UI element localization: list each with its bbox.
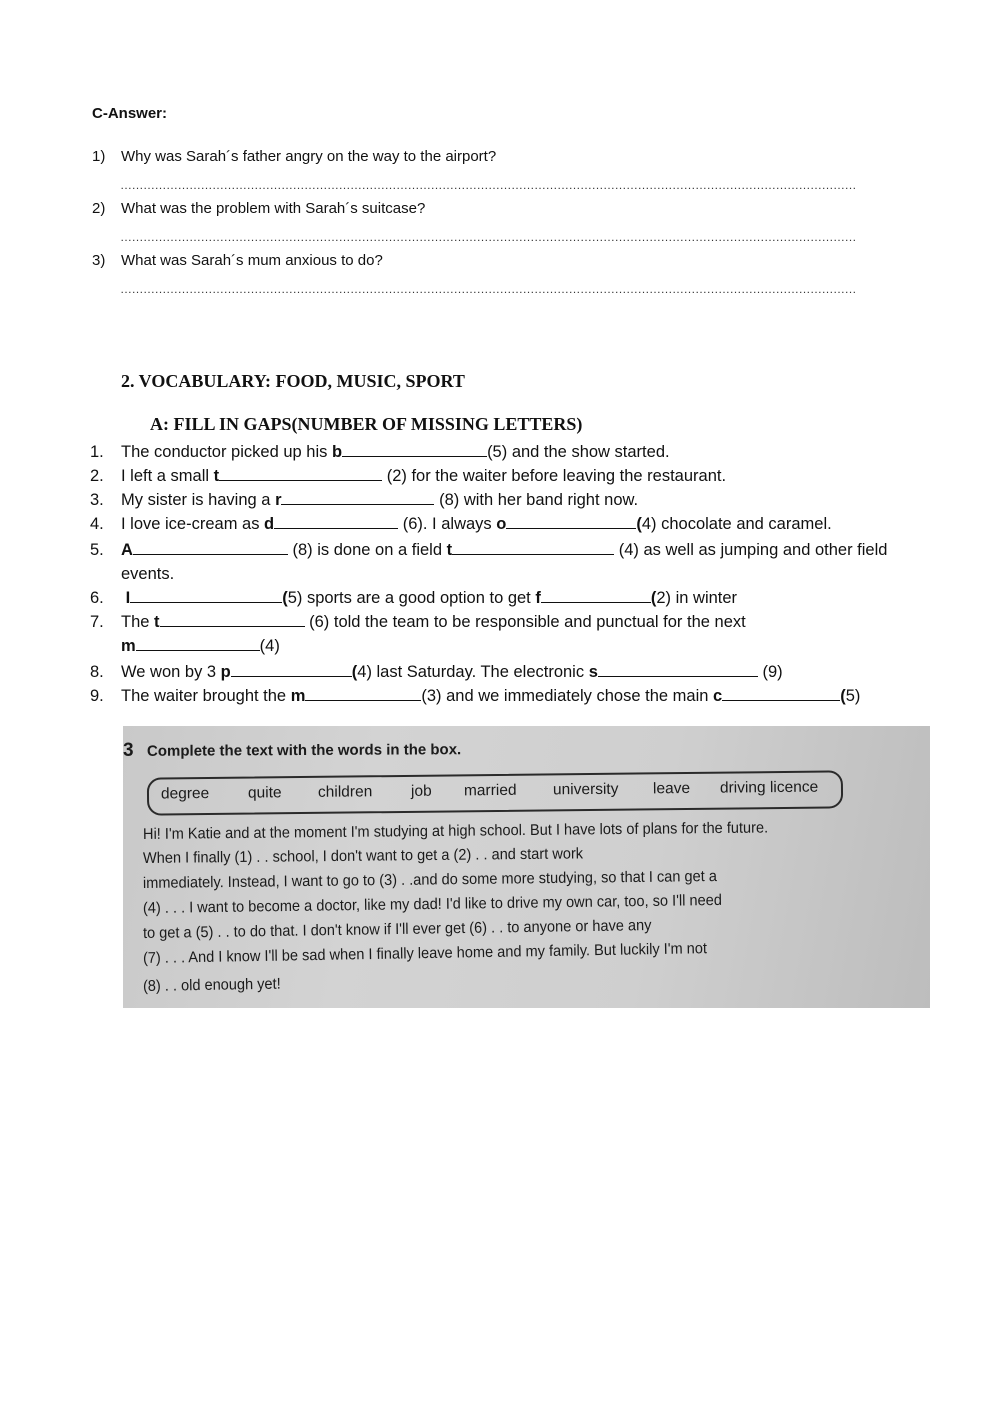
question-number: 3) <box>92 252 106 269</box>
item-number: 9. <box>90 687 104 705</box>
section-c-title: C-Answer: <box>92 105 168 122</box>
item-number: 2. <box>90 467 104 485</box>
passage-line-7: (8) . . old enough yet! <box>142 975 281 995</box>
gap-item-4 <box>90 512 832 536</box>
word-box <box>147 770 843 815</box>
gap-blank[interactable] <box>598 660 758 677</box>
gap-item-7 <box>90 610 746 634</box>
passage-line-2: When I finally (1) . . school, I don't want to get a (2) . . and start work <box>142 845 584 867</box>
exercise-title: Complete the text with the words in the box. <box>146 741 462 760</box>
item-text: (4) <box>259 637 280 655</box>
gap-item-5 <box>90 538 887 562</box>
item-text: (4) as well as jumping and other field <box>614 541 888 559</box>
first-letter: m <box>290 687 306 705</box>
answer-line-1[interactable]: ………………………………………………………………………………………………………………………………………………………………………… <box>120 178 856 192</box>
question-text: What was the problem with Sarah´s suitcase? <box>121 200 426 217</box>
gap-blank[interactable] <box>722 684 840 701</box>
vocabulary-heading: 2. VOCABULARY: FOOD, MUSIC, SPORT <box>121 371 465 391</box>
gap-item-3 <box>90 488 638 512</box>
item-number: 3. <box>90 491 104 509</box>
item-text: The waiter brought the <box>121 687 291 705</box>
gap-blank[interactable] <box>342 440 487 457</box>
question-number: 2) <box>92 200 106 217</box>
item-text: 4) chocolate and caramel. <box>641 515 832 533</box>
gap-blank[interactable] <box>133 538 288 555</box>
item-text: 5) <box>845 687 861 705</box>
gap-blank[interactable] <box>274 512 398 529</box>
first-letter: r <box>275 491 282 509</box>
gap-blank[interactable] <box>136 634 260 651</box>
fill-gaps-subheading: A: FILL IN GAPS(NUMBER OF MISSING LETTERS) <box>150 414 583 434</box>
answer-line-3[interactable]: ………………………………………………………………………………………………………………………………………………………………………… <box>120 282 856 296</box>
gap-item-2 <box>90 464 726 488</box>
first-letter: c <box>713 687 723 705</box>
question-1 <box>92 148 496 165</box>
item-text: We won by 3 <box>121 663 221 681</box>
exercise-number: 3 <box>123 740 134 761</box>
gap-blank[interactable] <box>219 464 382 481</box>
word-box-item: job <box>410 782 432 800</box>
item-text: (2) for the waiter before leaving the restaurant. <box>382 467 727 485</box>
first-letter: b <box>331 443 343 461</box>
gap-blank[interactable] <box>506 512 636 529</box>
item-text: (6) told the team to be responsible and punctual for the next <box>304 613 746 631</box>
gap-blank[interactable] <box>231 660 352 677</box>
passage-line-6: (7) . . . And I know I'll be sad when I finally leave home and my family. But luckily I'm not <box>142 940 708 967</box>
item-text: 2) in winter <box>656 589 738 607</box>
gap-item-7-continuation <box>121 634 280 658</box>
first-letter: d <box>264 515 275 533</box>
item-text: (6). I always <box>398 515 497 533</box>
word-box-item: quite <box>247 784 282 802</box>
item-text: The <box>121 613 155 631</box>
item-text: My sister is having a <box>121 491 276 509</box>
item-text: 5) sports are a good option to get <box>287 589 536 607</box>
first-letter: I <box>125 589 131 607</box>
first-letter: p <box>220 663 231 681</box>
item-text: (9) <box>757 663 783 681</box>
item-text: I left a small <box>121 467 214 485</box>
question-number: 1) <box>92 148 106 165</box>
first-letter: s <box>588 663 598 681</box>
word-box-item: married <box>463 781 517 800</box>
textbook-exercise-photo <box>123 726 930 1008</box>
gap-blank[interactable] <box>160 610 305 627</box>
item-text: (8) is done on a field <box>287 541 447 559</box>
question-3 <box>92 252 383 269</box>
gap-item-8 <box>90 660 783 684</box>
item-text: The conductor picked up his <box>121 443 332 461</box>
answer-line-2[interactable]: ………………………………………………………………………………………………………………………………………………………………………… <box>120 230 856 244</box>
bracket: ( <box>650 589 657 607</box>
first-letter: t <box>446 541 453 559</box>
passage-line-5: to get a (5) . . to do that. I don't know if I'll ever get (6) . . to anyone or have any <box>142 917 652 942</box>
gap-item-1 <box>90 440 670 464</box>
item-number: 6. <box>90 589 104 607</box>
first-letter: t <box>154 613 160 631</box>
first-letter: t <box>213 467 220 485</box>
item-number: 4. <box>90 515 104 533</box>
word-box-item: leave <box>652 779 691 798</box>
first-letter: o <box>496 515 507 533</box>
item-text: (5) and the show started. <box>487 443 670 461</box>
item-text: (3) and we immediately chose the main <box>421 687 713 705</box>
bracket: ( <box>351 663 358 681</box>
gap-blank[interactable] <box>305 684 421 701</box>
gap-item-5-continuation: events. <box>121 565 175 583</box>
item-number: 5. <box>90 541 104 559</box>
gap-blank[interactable] <box>281 488 434 505</box>
item-text: 4) last Saturday. The electronic <box>357 663 589 681</box>
word-box-item: university <box>552 780 619 799</box>
word-box-item: children <box>317 783 373 801</box>
gap-item-9 <box>90 684 860 708</box>
question-2 <box>92 200 425 217</box>
gap-blank[interactable] <box>130 586 282 603</box>
item-number: 7. <box>90 613 104 631</box>
bracket: ( <box>282 589 288 607</box>
first-letter: f <box>535 589 541 607</box>
item-number: 1. <box>90 443 104 461</box>
item-text: I love ice-cream as <box>121 515 265 533</box>
question-text: Why was Sarah´s father angry on the way to the airport? <box>121 148 497 165</box>
passage-line-3: immediately. Instead, I want to go to (3) . .and do some more studying, so that I can get a <box>142 867 717 892</box>
gap-item-6 <box>90 586 737 610</box>
item-text: (8) with her band right now. <box>434 491 639 509</box>
word-box-item: degree <box>160 784 210 803</box>
gap-blank[interactable] <box>541 586 651 603</box>
word-box-item: driving licence <box>719 778 819 797</box>
gap-blank[interactable] <box>452 538 614 555</box>
question-text: What was Sarah´s mum anxious to do? <box>121 252 383 269</box>
first-letter: A <box>121 541 133 559</box>
passage-line-1: Hi! I'm Katie and at the moment I'm studying at high school. But I have lots of plans for the future. <box>142 819 769 843</box>
bracket: ( <box>636 515 642 533</box>
passage-line-4: (4) . . . I want to become a doctor, like my dad! I'd like to drive my own car, too, so I'll need <box>142 891 722 917</box>
first-letter: m <box>121 637 136 655</box>
bracket: ( <box>840 687 846 705</box>
item-number: 8. <box>90 663 104 681</box>
